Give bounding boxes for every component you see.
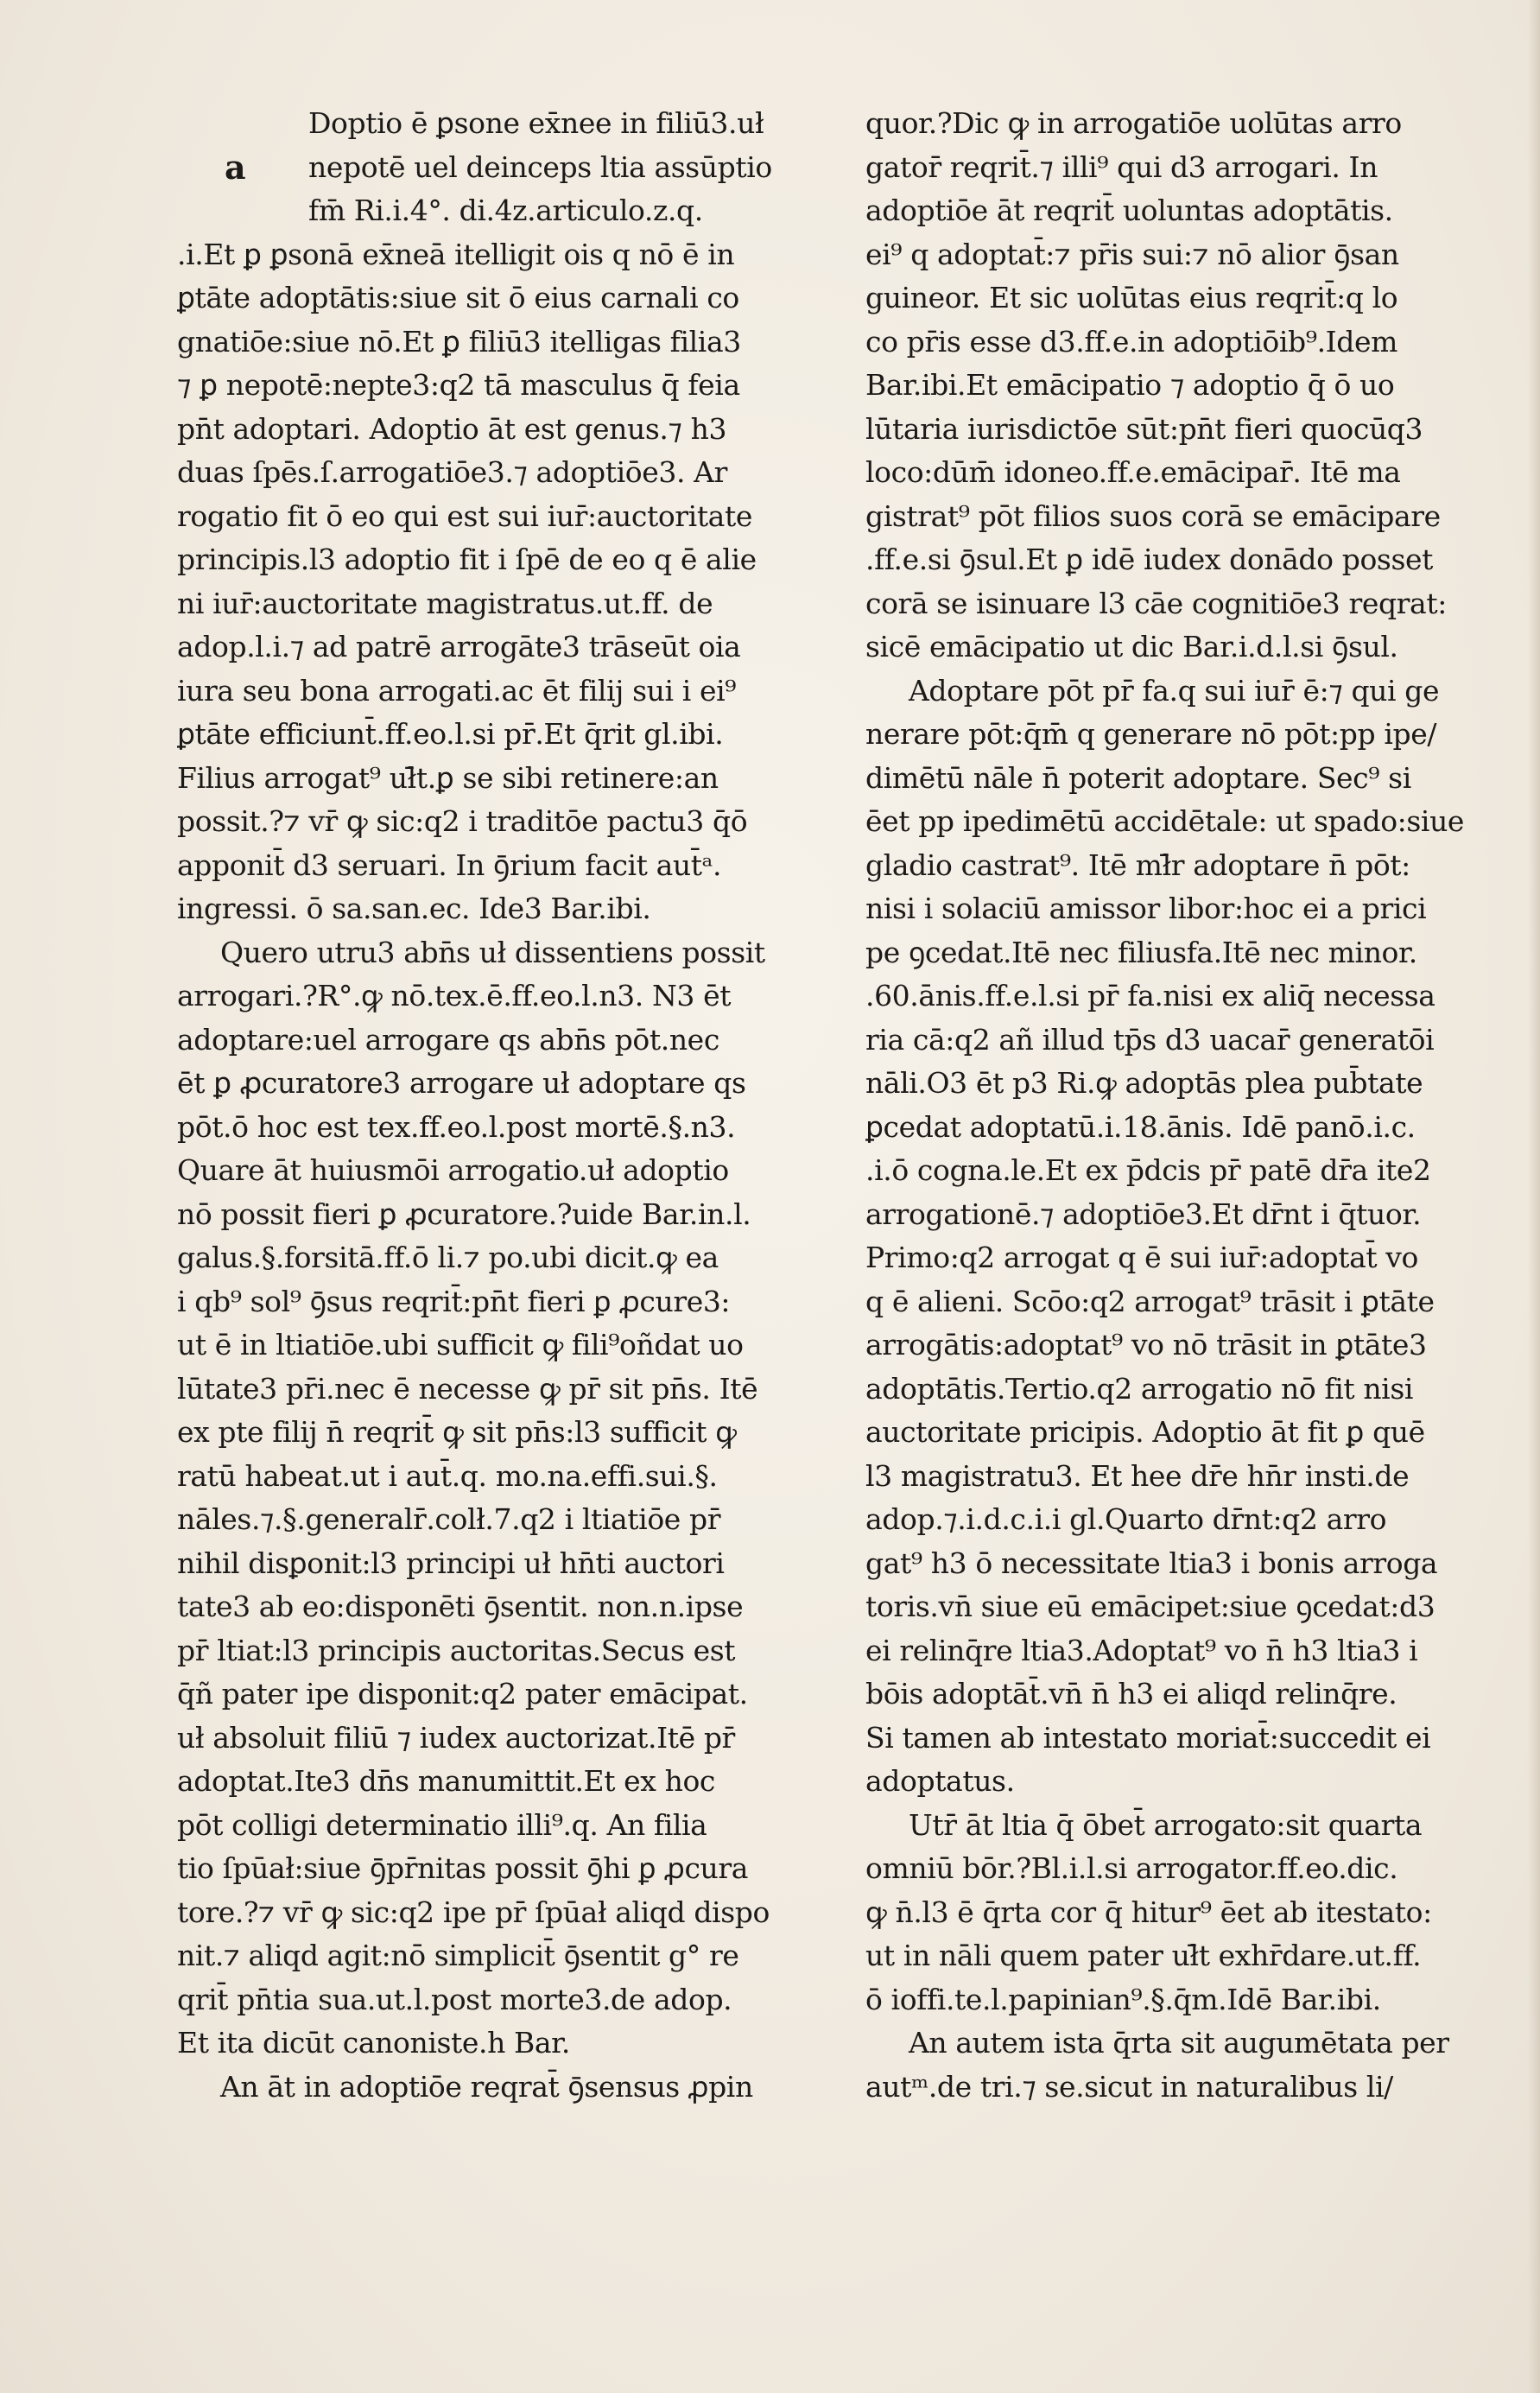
- text-line: Si tamen ab intestato moriat̄:succedit ei: [865, 1720, 1431, 1755]
- text-line: gator̄ reqrit̄.⁊ illi⁹ qui d3 arrogari. In: [865, 149, 1378, 184]
- text-line: pōt colligi determinatio illi⁹.q. An filia: [177, 1807, 707, 1842]
- text-line: sicē emācipatio ut dic Bar.i.d.l.si ꝯ̄sul.: [865, 630, 1398, 663]
- text-line: pn̄t adoptari. Adoptio āt est genus.⁊ h3: [177, 411, 727, 446]
- text-line: gat⁹ h3 ō necessitate ltia3 i bonis arroga: [865, 1546, 1438, 1580]
- text-line: possit.?⁊ vr̄ ꝙ sic:q2 i traditōe pactu3 q̄ō: [177, 804, 748, 838]
- text-line: ꝑcedat adoptatū.i.18.ānis. Idē panō.i.c.: [865, 1109, 1416, 1144]
- text-line: uł absoluit filiū ⁊ iudex auctorizat.Itē pr̄: [177, 1720, 735, 1755]
- text-line: ō ioffi.te.l.papinian⁹.§.q̄m.Idē Bar.ibi.: [865, 1982, 1381, 2016]
- text-line: lūtate3 pr̄i.nec ē necesse ꝙ pr̄ sit pn̄s. Itē: [177, 1371, 758, 1406]
- text-line: pr̄ ltiat:l3 principis auctoritas.Secus est: [177, 1633, 736, 1667]
- text-line: loco:dūm̄ idoneo.ff.e.emācipar̄. Itē ma: [865, 455, 1401, 489]
- text-line: Et ita dicūt canoniste.h Bar.: [177, 2026, 570, 2060]
- text-line: adoptatus.: [865, 1764, 1015, 1798]
- right-text-column: [865, 102, 1530, 2109]
- text-line: auctoritate pricipis. Adoptio āt fit ꝑ quē: [865, 1415, 1425, 1449]
- text-line: .i.Et ꝑ ꝑsonā ex̄neā itelligit ois q nō ē in: [177, 237, 735, 271]
- text-line: omniū bōr.?Bl.i.l.si arrogator.ff.eo.dic.: [865, 1851, 1398, 1885]
- text-line: Primo:q2 arrogat q ē sui iur̄:adoptat̄ vo: [865, 1241, 1419, 1274]
- text-line: adop.l.i.⁊ ad patrē arrogāte3 trāseūt oia: [177, 630, 741, 663]
- text-line: .i.ō cogna.le.Et ex p̄dcis pr̄ patē dr̄a ite2: [865, 1153, 1431, 1187]
- text-line: bōis adoptāt̄.vn̄ n̄ h3 ei aliqd relinq̄re.: [865, 1677, 1397, 1711]
- text-line: pōt.ō hoc est tex.ff.eo.l.post mortē.§.n3.: [177, 1109, 736, 1144]
- text-line: co pr̄is esse d3.ff.e.in adoptiōib⁹.Idem: [865, 324, 1398, 359]
- text-line: corā se isinuare l3 cāe cognitiōe3 reqrat:: [865, 586, 1447, 620]
- text-line: Bar.ibi.Et emācipatio ⁊ adoptio q̄ ō uo: [865, 368, 1395, 402]
- text-line: An autem ista q̄rta sit augumētata per: [909, 2026, 1449, 2060]
- text-line: ria cā:q2 añ illud tp̄s d3 uacar̄ generatōi: [865, 1022, 1435, 1057]
- text-line: nāles.⁊.§.generalr̄.colł.7.q2 i ltiatiōe pr̄: [177, 1502, 721, 1536]
- text-line: .ff.e.si ꝯ̄sul.Et ꝑ idē iudex donādo posset: [865, 543, 1433, 576]
- text-line: ratū habeat.ut i aut̄.q. mo.na.effi.sui.§.: [177, 1458, 718, 1493]
- text-line: dimētū nāle n̄ poterit adoptare. Sec⁹ si: [865, 760, 1411, 795]
- text-line: ⁊ ꝑ nepotē:nepte3:q2 tā masculus q̄ feia: [177, 368, 740, 402]
- text-line: galus.§.forsitā.ff.ō li.⁊ po.ubi dicit.ꝙ ea: [177, 1241, 719, 1274]
- left-text-column: [177, 102, 842, 2109]
- marginal-letter: a: [225, 148, 246, 187]
- text-line: gnatiōe:siue nō.Et ꝑ filiū3 itelligas filia3: [177, 324, 741, 359]
- text-line: nepotē uel deinceps ltia assūptio: [308, 149, 772, 184]
- text-line: ēet pp ipedimētū accidētale: ut spado:siue: [865, 804, 1465, 838]
- text-line: ēt ꝑ ꝓcuratore3 arrogare uł adoptare qs: [177, 1066, 746, 1100]
- text-line: qrit̄ pn̄tia sua.ut.l.post morte3.de adop.: [177, 1982, 732, 2016]
- text-line: nit.⁊ aliqd agit:nō simplicit̄ ꝯ̄sentit g° re: [177, 1939, 739, 1972]
- text-line: rogatio fit ō eo qui est sui iur̄:auctoritate: [177, 498, 752, 533]
- text-line: adoptātis.Tertio.q2 arrogatio nō fit nisi: [865, 1371, 1414, 1406]
- text-line: nisi i solaciū amissor libor:hoc ei a prici: [865, 892, 1427, 925]
- text-line: arrogari.?R°.ꝙ nō.tex.ē.ff.eo.l.n3. N3 ēt: [177, 979, 732, 1012]
- text-line: nāli.O3 ēt p3 Ri.ꝙ adoptās plea pub̄tate: [865, 1066, 1423, 1100]
- text-line: principis.l3 adoptio fit i ſpē de eo q ē alie: [177, 543, 757, 576]
- text-line: gladio castrat⁹. Itē mł̄r adoptare n̄ pōt:: [865, 847, 1410, 882]
- text-line: tore.?⁊ vr̄ ꝙ sic:q2 ipe pr̄ ſpūał aliqd dispo: [177, 1895, 770, 1929]
- text-line: ni iur̄:auctoritate magistratus.ut.ff. de: [177, 586, 713, 620]
- text-line: gistrat⁹ pōt filios suos corā se emācipare: [865, 498, 1441, 533]
- text-line: q̄ñ pater ipe disponit:q2 pater emācipat.: [177, 1677, 748, 1711]
- text-line: nihil disꝑonit:l3 principi uł hn̄ti auctori: [177, 1546, 725, 1580]
- text-line: Quare āt huiusmōi arrogatio.uł adoptio: [177, 1153, 729, 1187]
- text-line: ꝑtāte efficiunt̄.ff.eo.l.si pr̄.Et q̄rit gl.ibi.: [177, 717, 724, 751]
- text-line: An āt in adoptiōe reqrat̄ ꝯ̄sensus ꝓpin: [220, 2069, 753, 2104]
- text-line: ut in nāli quem pater uł̄t exhr̄dare.ut.ff.: [865, 1939, 1422, 1972]
- text-line: ꝙ n̄.l3 ē q̄rta cor q̄ hitur⁹ ēet ab itestato:: [865, 1895, 1432, 1929]
- text-line: Quero utru3 abn̄s uł dissentiens possit: [220, 935, 765, 969]
- text-line: tio ſpūał:siue ꝯ̄pr̄nitas possit ꝯ̄hi ꝑ ꝓcura: [177, 1851, 749, 1885]
- text-line: autᵐ.de tri.⁊ se.sicut in naturalibus li/: [865, 2069, 1393, 2104]
- text-line: ex pte filij n̄ reqrit̄ ꝙ sit pn̄s:l3 sufficit ꝙ: [177, 1415, 737, 1449]
- text-line: Adoptare pōt pr̄ fa.q sui iur̄ ē:⁊ qui ge: [909, 673, 1440, 708]
- text-line: tate3 ab eo:disponēti ꝯ̄sentit. non.n.ipse: [177, 1590, 744, 1623]
- text-line: ei⁹ q adoptat̄:⁊ pr̄is sui:⁊ nō alior ꝯ̄san: [865, 237, 1399, 271]
- text-line: ꝑtāte adoptātis:siue sit ō eius carnali co: [177, 281, 739, 314]
- text-line: quor.?Dic ꝙ in arrogatiōe uolūtas arro: [865, 106, 1402, 140]
- text-line: fm̄ Ri.i.4°. di.4z.articulo.z.q.: [308, 194, 703, 227]
- text-line: toris.vn̄ siue eū emācipet:siue ꝯcedat:d3: [865, 1590, 1435, 1623]
- text-line: apponit̄ d3 seruari. In ꝯ̄rium facit aut̄ᵃ.: [177, 847, 722, 882]
- text-line: ei relinq̄re ltia3.Adoptat⁹ vo n̄ h3 ltia3 i: [865, 1633, 1418, 1667]
- text-line: q ē alieni. Scōo:q2 arrogat⁹ trāsit i ꝑtāte: [865, 1284, 1435, 1318]
- text-line: adoptare:uel arrogare qs abn̄s pōt.nec: [177, 1022, 719, 1057]
- text-line: i qb⁹ sol⁹ ꝯ̄sus reqrit̄:pn̄t fieri ꝑ ꝓcure3:: [177, 1284, 731, 1318]
- text-line: .60.ānis.ff.e.l.si pr̄ fa.nisi ex aliq̄ necessa: [865, 979, 1435, 1012]
- text-line: adop.⁊.i.d.c.i.i gl.Quarto dr̄nt:q2 arro: [865, 1502, 1387, 1536]
- text-line: arrogationē.⁊ adoptiōe3.Et dr̄nt i q̄tuor.: [865, 1196, 1422, 1231]
- text-line: l3 magistratu3. Et hee dr̄e hn̄r insti.de: [865, 1458, 1410, 1493]
- text-line: nō possit fieri ꝑ ꝓcuratore.?uide Bar.in.l.: [177, 1196, 751, 1231]
- text-line: Utr̄ āt ltia q̄ ōbet̄ arrogato:sit quarta: [909, 1807, 1423, 1842]
- text-line: lūtaria iurisdictōe sūt:pn̄t fieri quocūq3: [865, 411, 1423, 446]
- text-line: adoptiōe āt reqrit̄ uoluntas adoptātis.: [865, 194, 1393, 227]
- text-line: ingressi. ō sa.san.ec. Ide3 Bar.ibi.: [177, 892, 651, 925]
- text-line: adoptat.Ite3 dn̄s manumittit.Et ex hoc: [177, 1764, 716, 1798]
- text-line: nerare pōt:q̄m̄ q generare nō pōt:pp ipe/: [865, 717, 1437, 751]
- text-line: iura seu bona arrogati.ac ēt filij sui i ei⁹: [177, 673, 737, 708]
- text-line: guineor. Et sic uolūtas eius reqrit̄:q lo: [865, 281, 1398, 314]
- text-line: ut ē in ltiatiōe.ubi sufficit ꝙ fili⁹oñdat uo: [177, 1328, 744, 1362]
- text-line: Doptio ē ꝑsone ex̄nee in filiū3.uł: [308, 106, 764, 140]
- text-line: pe ꝯcedat.Itē nec filiusfa.Itē nec minor.: [865, 935, 1417, 969]
- text-line: duas ſpēs.ſ.arrogatiōe3.⁊ adoptiōe3. Ar: [177, 455, 727, 489]
- text-line: arrogātis:adoptat⁹ vo nō trāsit in ꝑtāte3: [865, 1328, 1427, 1362]
- text-line: Filius arrogat⁹ uł̄t.ꝑ se sibi retinere:an: [177, 760, 719, 795]
